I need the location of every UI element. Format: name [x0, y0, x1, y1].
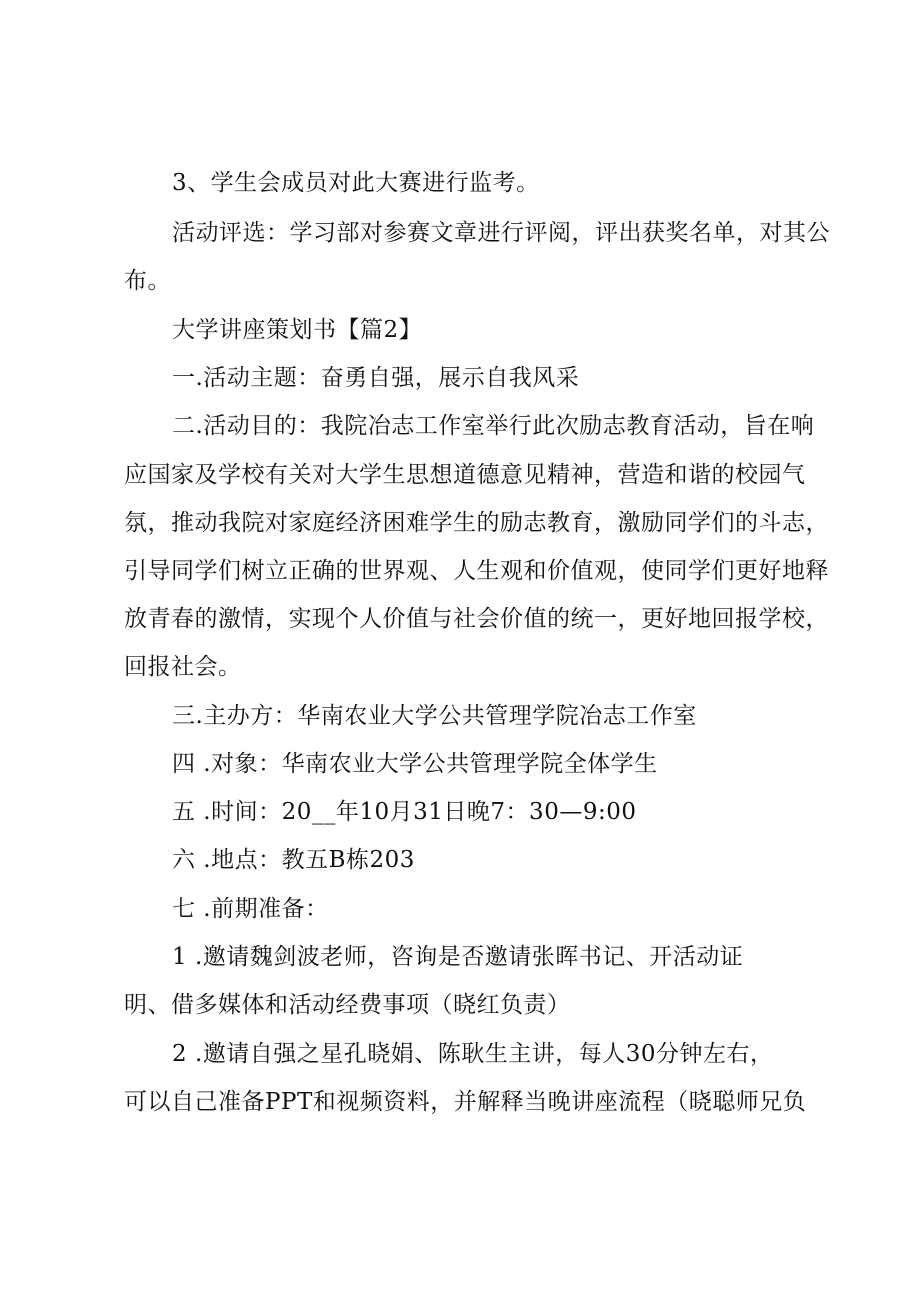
text-line-13: 四 .对象：华南农业大学公共管理学院全体学生	[172, 751, 658, 777]
text-line-11: 回报社会。	[124, 654, 242, 680]
text-line-16: 七 .前期准备：	[172, 896, 329, 922]
text-line-2: 活动评选：学习部对参赛文章进行评阅，评出获奖名单，对其公	[172, 220, 830, 246]
text-line-15: 六 .地点：教五B栋203	[172, 847, 415, 873]
text-line-18: 明、借多媒体和活动经费事项（晓红负责）	[124, 992, 571, 1018]
text-line-10: 放青春的激情，实现个人价值与社会价值的统一，更好地回报学校，	[124, 606, 829, 632]
text-line-20: 可以自己准备PPT和视频资料，并解释当晚讲座流程（晓聪师兄负	[124, 1089, 807, 1115]
text-line-14: 五 .时间：20__年10月31日晚7：30—9:00	[172, 799, 637, 825]
text-line-5: 一.活动主题：奋勇自强，展示自我风采	[172, 365, 580, 391]
text-line-8: 氛，推动我院对家庭经济困难学生的励志教育，激励同学们的斗志，	[124, 510, 829, 536]
text-line-6: 二.活动目的：我院冶志工作室举行此次励志教育活动，旨在响	[172, 413, 815, 439]
text-line-9: 引导同学们树立正确的世界观、人生观和价值观，使同学们更好地释	[124, 558, 829, 584]
section-heading: 大学讲座策划书【篇2】	[172, 317, 423, 343]
text-line-12: 三.主办方：华南农业大学公共管理学院冶志工作室	[172, 703, 697, 729]
text-line-3: 布。	[124, 268, 171, 294]
text-line-7: 应国家及学校有关对大学生思想道德意见精神，营造和谐的校园气	[124, 462, 806, 488]
text-line-17: 1 .邀请魏剑波老师，咨询是否邀请张晖书记、开活动证	[172, 944, 744, 970]
text-line-19: 2 .邀请自强之星孔晓娟、陈耿生主讲，每人30分钟左右，	[172, 1041, 774, 1067]
text-line-1: 3、学生会成员对此大赛进行监考。	[172, 170, 540, 196]
